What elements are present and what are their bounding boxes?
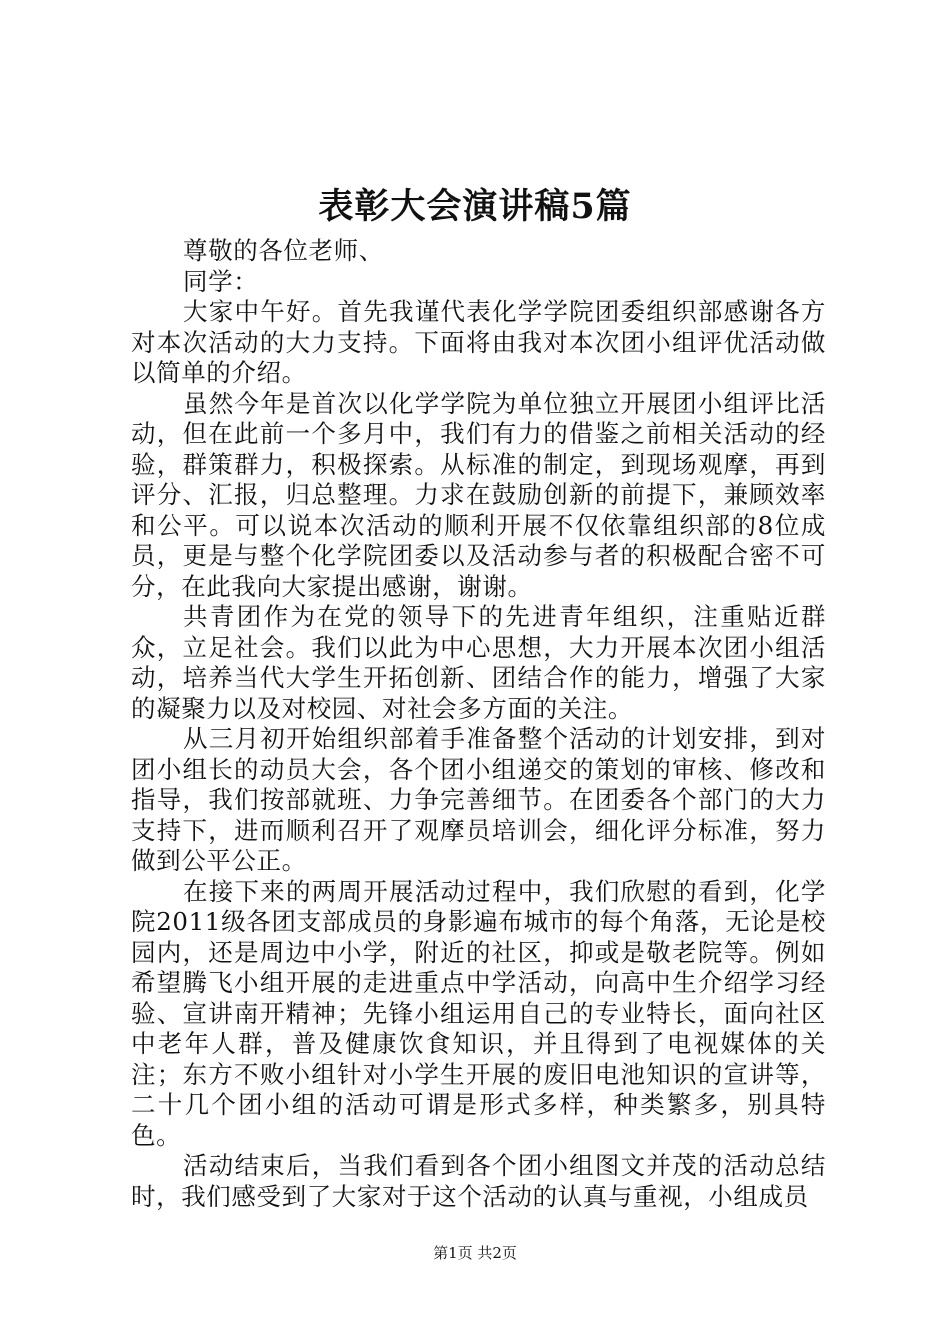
paragraph: 大家中午好。首先我谨代表化学学院团委组织部感谢各方对本次活动的大力支持。下面将由我对本次团小组评优活动做以简单的介绍。: [131, 297, 826, 387]
paragraph: 在接下来的两周开展活动过程中，我们欣慰的看到，化学院2011级各团支部成员的身影遍布城市的每个角落，无论是校园内，还是周边中小学，附近的社区，抑或是敬老院等。例如希望腾飞小组开展的走进重点中学活动，向高中生介绍学习经验、宣讲南开精神；先锋小组运用自己的专业特长，面向社区中老年人群，普及健康饮食知识，并且得到了电视媒体的关注；东方不败小组针对小学生开展的废旧电池知识的宣讲等，二十几个团小组的活动可谓是形式多样，种类繁多，别具特色。: [131, 876, 826, 1150]
paragraph: 虽然今年是首次以化学学院为单位独立开展团小组评比活动，但在此前一个多月中，我们有力的借鉴之前相关活动的经验，群策群力，积极探索。从标准的制定，到现场观摩，再到评分、汇报，归总整理。力求在鼓励创新的前提下，兼顾效率和公平。可以说本次活动的顺利开展不仅依靠组织部的8位成员，更是与整个化学院团委以及活动参与者的积极配合密不可分，在此我向大家提出感谢，谢谢。: [131, 388, 826, 601]
paragraph-salutation-2: 同学：: [183, 266, 259, 296]
paragraph: 从三月初开始组织部着手准备整个活动的计划安排，到对团小组长的动员大会，各个团小组递交的策划的审核、修改和指导，我们按部就班、力争完善细节。在团委各个部门的大力支持下，进而顺利召开了观摩员培训会，细化评分标准，努力做到公平公正。: [131, 724, 826, 875]
page-number-footer: 第1页 共2页: [433, 1244, 517, 1262]
document-title: 表彰大会演讲稿5篇: [318, 186, 632, 227]
paragraph-salutation-1: 尊敬的各位老师、: [183, 236, 384, 265]
paragraph: 共青团作为在党的领导下的先进青年组织，注重贴近群众，立足社会。我们以此为中心思想，大力开展本次团小组活动，培养当代大学生开拓创新、团结合作的能力，增强了大家的凝聚力以及对校园、对社会多方面的关注。: [131, 602, 826, 723]
document-body: [131, 236, 826, 1212]
paragraph: 活动结束后，当我们看到各个团小组图文并茂的活动总结时，我们感受到了大家对于这个活动的认真与重视，小组成员: [131, 1151, 826, 1211]
